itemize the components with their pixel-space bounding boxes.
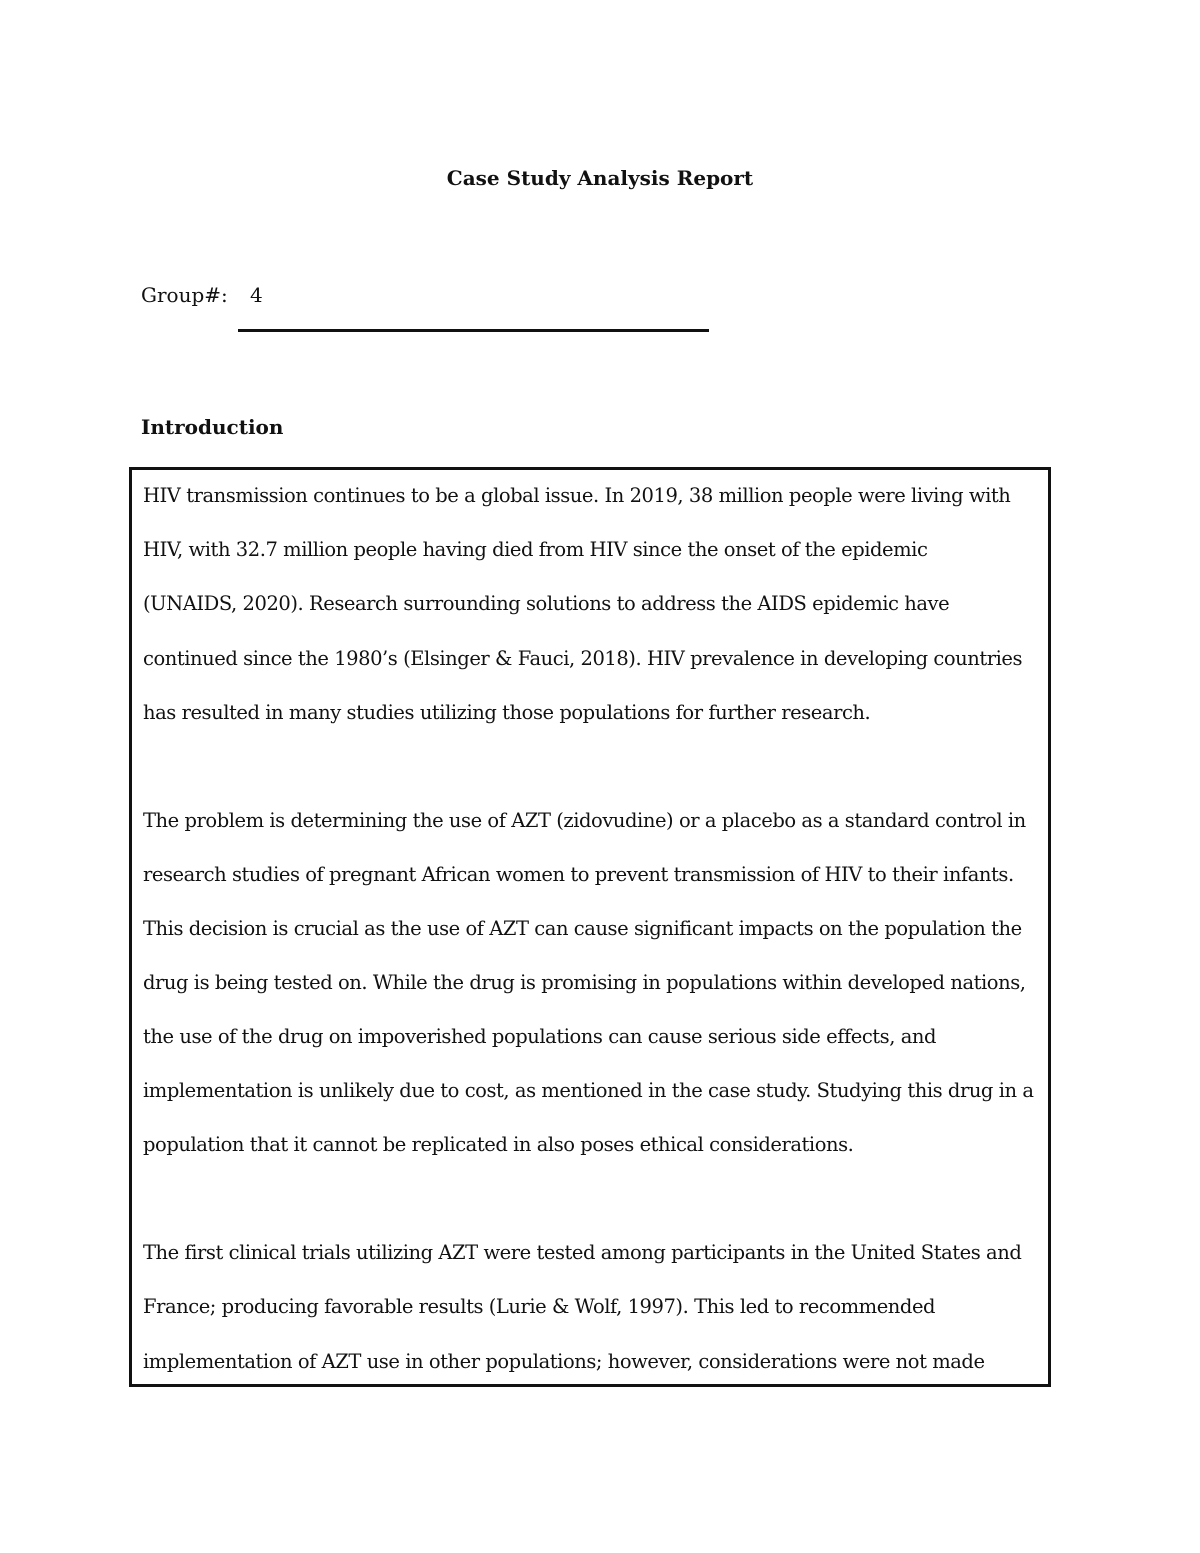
intro-text-line: implementation of AZT use in other populations; however, considerations were not made xyxy=(143,1350,985,1373)
group-label: Group#: xyxy=(141,283,228,307)
intro-text-line: HIV, with 32.7 million people having died from HIV since the onset of the epidemic xyxy=(143,538,928,561)
intro-text-line: population that it cannot be replicated in also poses ethical considerations. xyxy=(143,1133,854,1156)
introduction-heading: Introduction xyxy=(141,415,284,439)
intro-text-line: has resulted in many studies utilizing those populations for further research. xyxy=(143,701,871,724)
intro-text-line: research studies of pregnant African women to prevent transmission of HIV to their infants. xyxy=(143,863,1014,886)
introduction-text-box xyxy=(129,467,1051,1387)
intro-text-line: France; producing favorable results (Lurie & Wolf, 1997). This led to recommended xyxy=(143,1295,936,1318)
intro-text-line: The first clinical trials utilizing AZT were tested among participants in the United States and xyxy=(143,1241,1022,1264)
intro-text-line: implementation is unlikely due to cost, as mentioned in the case study. Studying this drug in a xyxy=(143,1079,1034,1102)
group-value: 4 xyxy=(250,283,263,307)
intro-text-line: the use of the drug on impoverished populations can cause serious side effects, and xyxy=(143,1025,937,1048)
intro-text-line: continued since the 1980’s (Elsinger & Fauci, 2018). HIV prevalence in developing countries xyxy=(143,647,1023,670)
document-title: Case Study Analysis Report xyxy=(446,166,754,190)
intro-text-line: drug is being tested on. While the drug is promising in populations within developed nations, xyxy=(143,971,1026,994)
group-underline xyxy=(238,329,709,332)
intro-text-line: (UNAIDS, 2020). Research surrounding solutions to address the AIDS epidemic have xyxy=(143,592,950,615)
intro-text-line: The problem is determining the use of AZT (zidovudine) or a placebo as a standard control in xyxy=(143,809,1026,832)
intro-text-line: HIV transmission continues to be a global issue. In 2019, 38 million people were living with xyxy=(143,484,1011,507)
intro-text-line: This decision is crucial as the use of AZT can cause significant impacts on the population the xyxy=(143,917,1022,940)
